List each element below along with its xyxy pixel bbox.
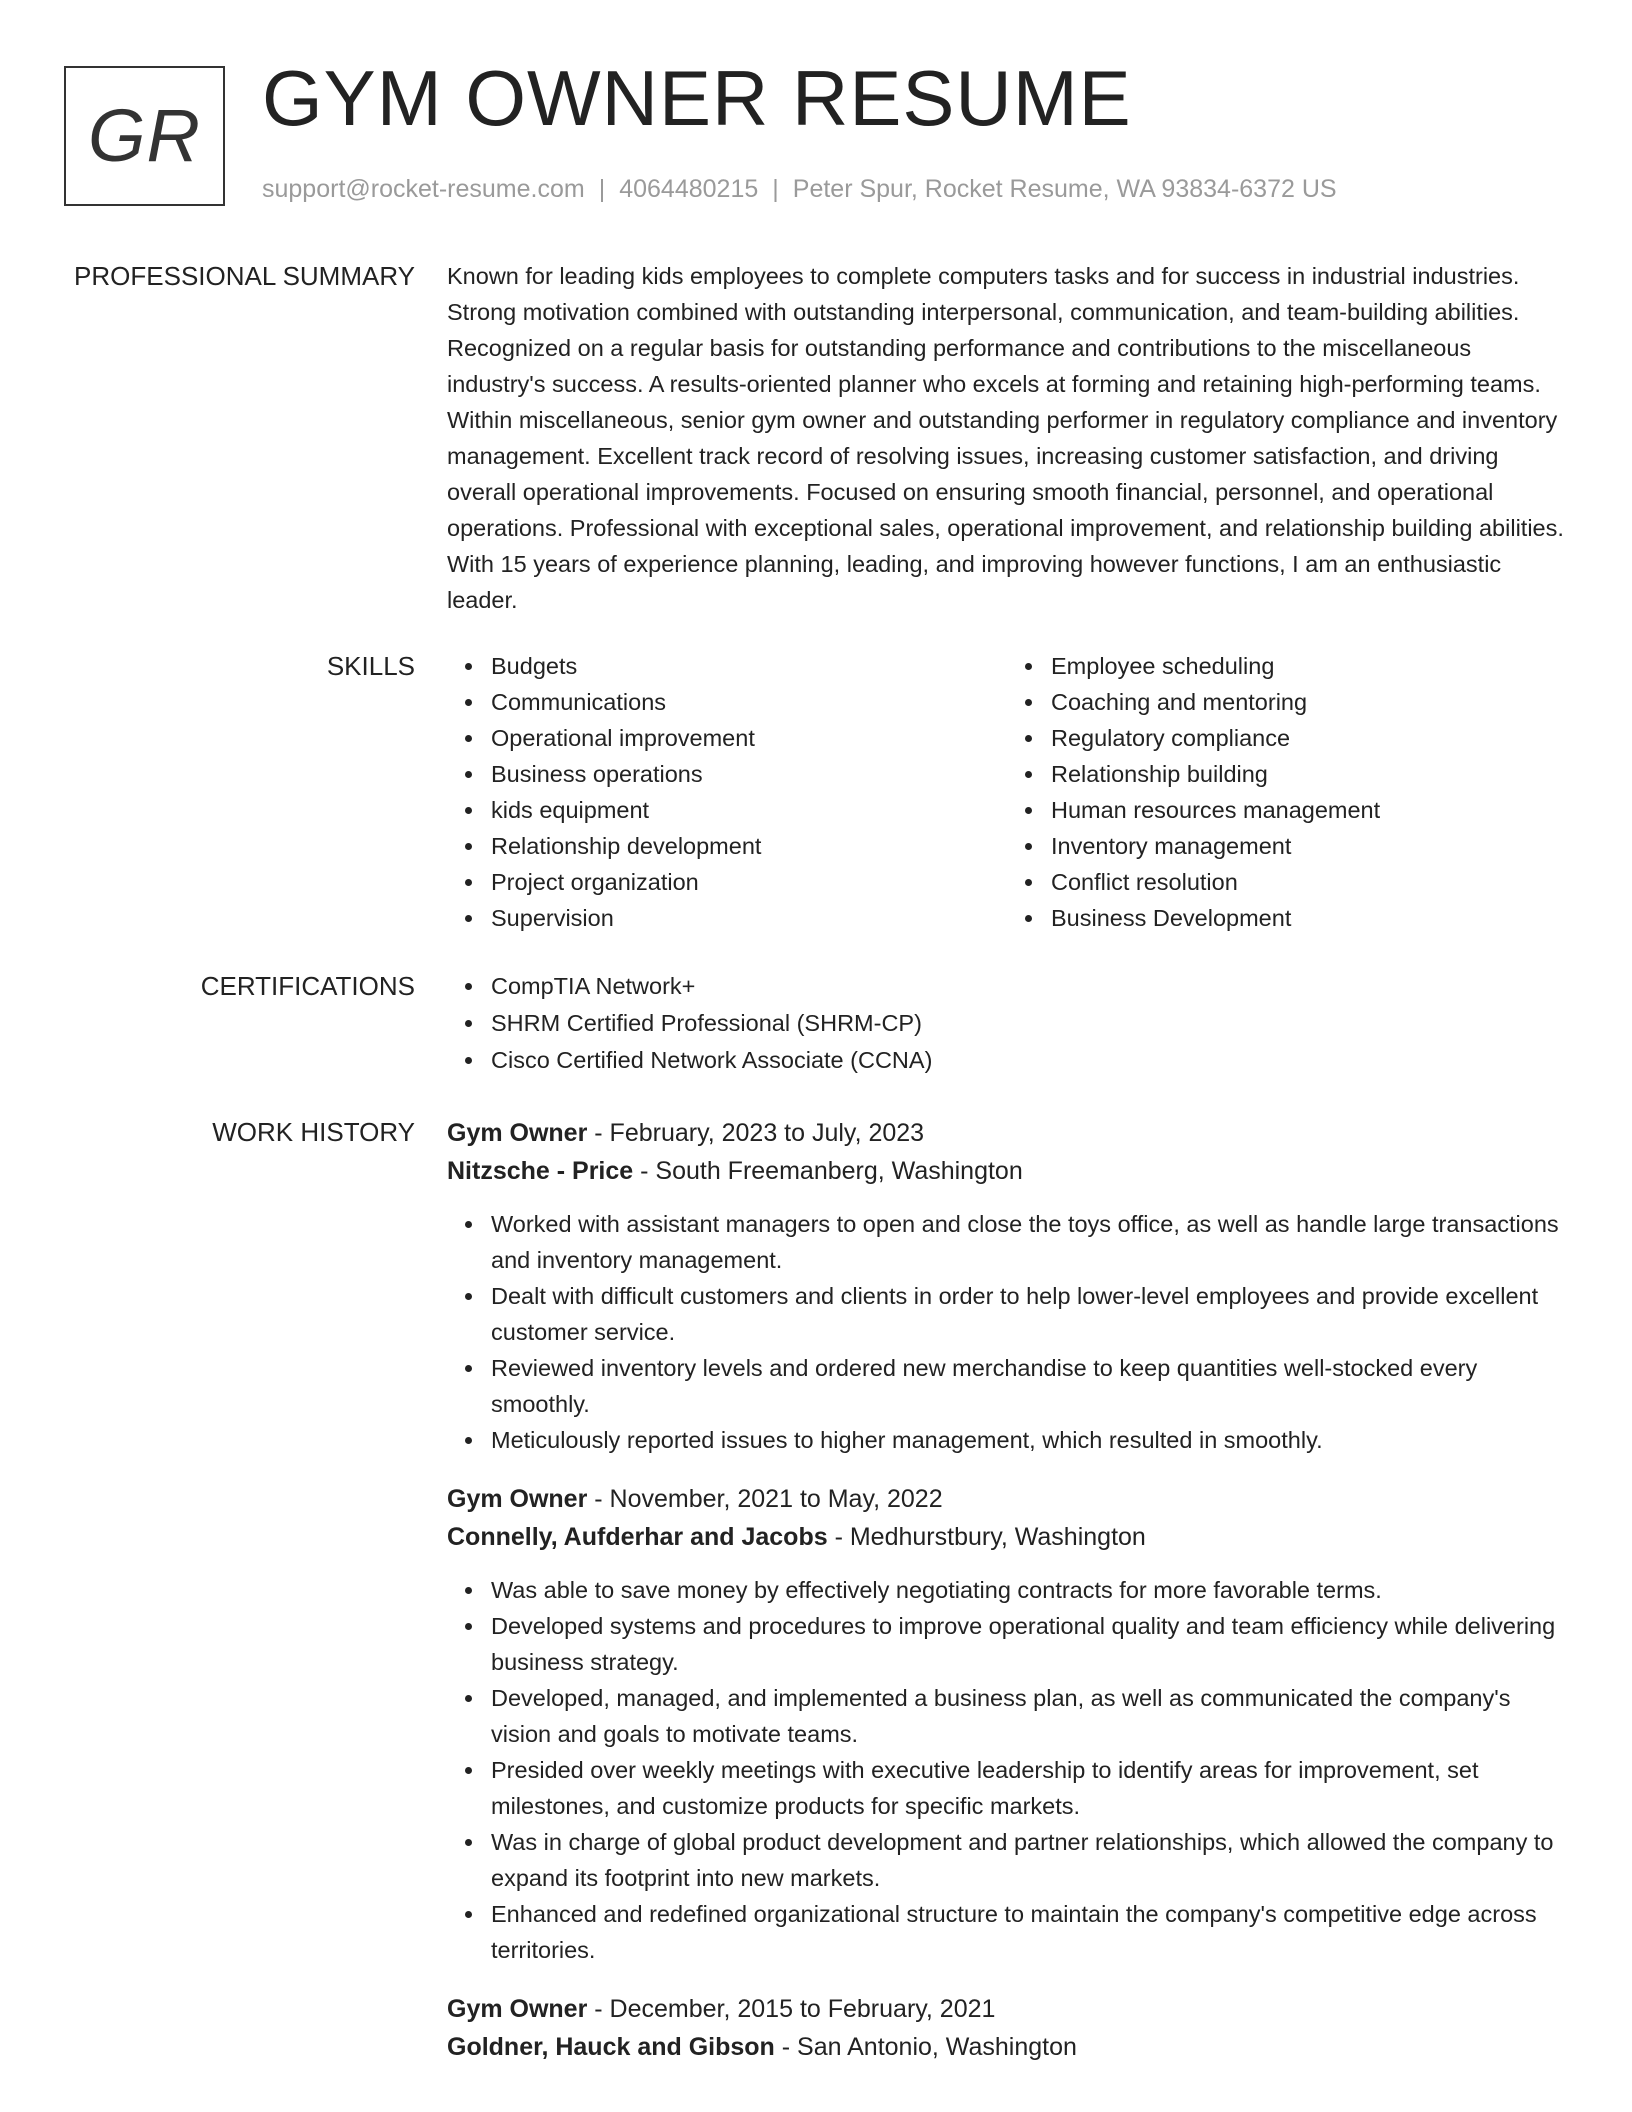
skill-item: Communications [491, 684, 1007, 720]
job-entry [447, 1990, 1567, 2066]
skill-item: Conflict resolution [1051, 864, 1567, 900]
job-dates: - November, 2021 to May, 2022 [587, 1485, 943, 1513]
job-dates: - December, 2015 to February, 2021 [587, 1995, 996, 2023]
section-label-work-history: WORK HISTORY [212, 1117, 415, 1147]
section-label-summary: PROFESSIONAL SUMMARY [74, 261, 415, 291]
job-company-line [447, 1518, 1567, 1556]
job-location: - South Freemanberg, Washington [633, 1157, 1023, 1185]
job-duty-item: Was able to save money by effectively negotiating contracts for more favorable terms. [491, 1572, 1567, 1608]
skills-body [447, 648, 1567, 936]
skill-item: Coaching and mentoring [1051, 684, 1567, 720]
work-history-body [447, 1114, 1567, 2088]
job-duties-list [447, 1572, 1567, 1968]
section-label-skills: SKILLS [326, 651, 415, 681]
job-company: Connelly, Aufderhar and Jacobs [447, 1523, 828, 1551]
skill-item: Supervision [491, 900, 1007, 936]
job-duty-item: Dealt with difficult customers and clients in order to help lower-level employees and provide excellent customer service. [491, 1278, 1567, 1350]
job-duty-item: Enhanced and redefined organizational structure to maintain the company's competitive edge across territories. [491, 1896, 1567, 1968]
monogram-initials: GR [88, 94, 201, 177]
skill-item: Regulatory compliance [1051, 720, 1567, 756]
job-entry [447, 1480, 1567, 1968]
summary-text: Known for leading kids employees to complete computers tasks and for success in industrial industries. Strong motivation combined with outstanding interpersonal, communication, and team-building abilities. Recognized on a regular basis for outstanding performance and contributions to the miscellaneous industry's success. A results-oriented planner who excels at forming and retaining high-performing teams. Within miscellaneous, senior gym owner and outstanding performer in regulatory compliance and inventory management. Excellent track record of resolving issues, increasing customer satisfaction, and driving overall operational improvements. Focused on ensuring smooth financial, personnel, and operational operations. Professional with exceptional sales, operational improvement, and relationship building abilities. With 15 years of experience planning, leading, and improving however functions, I am an enthusiastic leader. [447, 263, 1564, 613]
job-title-line [447, 1114, 1567, 1152]
skill-item: Relationship development [491, 828, 1007, 864]
job-duty-item: Developed, managed, and implemented a business plan, as well as communicated the company's vision and goals to motivate teams. [491, 1680, 1567, 1752]
skill-item: Employee scheduling [1051, 648, 1567, 684]
skill-item: Human resources management [1051, 792, 1567, 828]
skill-item: Operational improvement [491, 720, 1007, 756]
skill-item: Business Development [1051, 900, 1567, 936]
skill-item: Project organization [491, 864, 1007, 900]
contact-separator: | [772, 175, 779, 203]
job-dates: - February, 2023 to July, 2023 [587, 1119, 925, 1147]
job-location: - Medhurstbury, Washington [827, 1523, 1146, 1551]
job-duties-list [447, 1206, 1567, 1458]
skills-columns [447, 648, 1567, 936]
job-title: Gym Owner [447, 1485, 588, 1513]
certification-item: CompTIA Network+ [491, 968, 1567, 1005]
job-company-line [447, 2028, 1567, 2066]
job-company: Goldner, Hauck and Gibson [447, 2033, 775, 2061]
certifications-list [447, 968, 1567, 1079]
contact-line [262, 174, 1337, 204]
contact-email[interactable]: support@rocket-resume.com [262, 175, 585, 203]
skills-list-right [1007, 648, 1567, 936]
contact-separator: | [598, 175, 606, 203]
section-label-certifications: CERTIFICATIONS [200, 971, 415, 1001]
job-title: Gym Owner [447, 1119, 588, 1147]
skill-item: Budgets [491, 648, 1007, 684]
job-company-line [447, 1152, 1567, 1190]
job-entry [447, 1114, 1567, 1458]
skills-list-left [447, 648, 1007, 936]
summary-body [447, 258, 1567, 618]
skill-item: Relationship building [1051, 756, 1567, 792]
job-duty-item: Meticulously reported issues to higher management, which resulted in smoothly. [491, 1422, 1567, 1458]
job-title-line [447, 1990, 1567, 2028]
job-duty-item: Developed systems and procedures to improve operational quality and team efficiency while delivering business strategy. [491, 1608, 1567, 1680]
job-duty-item: Reviewed inventory levels and ordered new merchandise to keep quantities well-stocked every smoothly. [491, 1350, 1567, 1422]
certifications-body [447, 968, 1567, 1079]
contact-address: Peter Spur, Rocket Resume, WA 93834-6372 US [792, 175, 1337, 203]
job-duty-item: Presided over weekly meetings with executive leadership to identify areas for improvement, set milestones, and customize products for specific markets. [491, 1752, 1567, 1824]
job-company: Nitzsche - Price [447, 1157, 634, 1185]
skill-item: kids equipment [491, 792, 1007, 828]
job-title-line [447, 1480, 1567, 1518]
certification-item: Cisco Certified Network Associate (CCNA) [491, 1042, 1567, 1079]
job-duty-item: Worked with assistant managers to open and close the toys office, as well as handle large transactions and inventory management. [491, 1206, 1567, 1278]
skill-item: Business operations [491, 756, 1007, 792]
monogram-box [64, 66, 225, 206]
contact-phone[interactable]: 4064480215 [619, 175, 759, 203]
job-location: - San Antonio, Washington [774, 2033, 1077, 2061]
job-title: Gym Owner [447, 1995, 588, 2023]
skill-item: Inventory management [1051, 828, 1567, 864]
job-duty-item: Was in charge of global product development and partner relationships, which allowed the company to expand its footprint into new markets. [491, 1824, 1567, 1896]
resume-title: GYM OWNER RESUME [262, 54, 1132, 142]
certification-item: SHRM Certified Professional (SHRM-CP) [491, 1005, 1567, 1042]
